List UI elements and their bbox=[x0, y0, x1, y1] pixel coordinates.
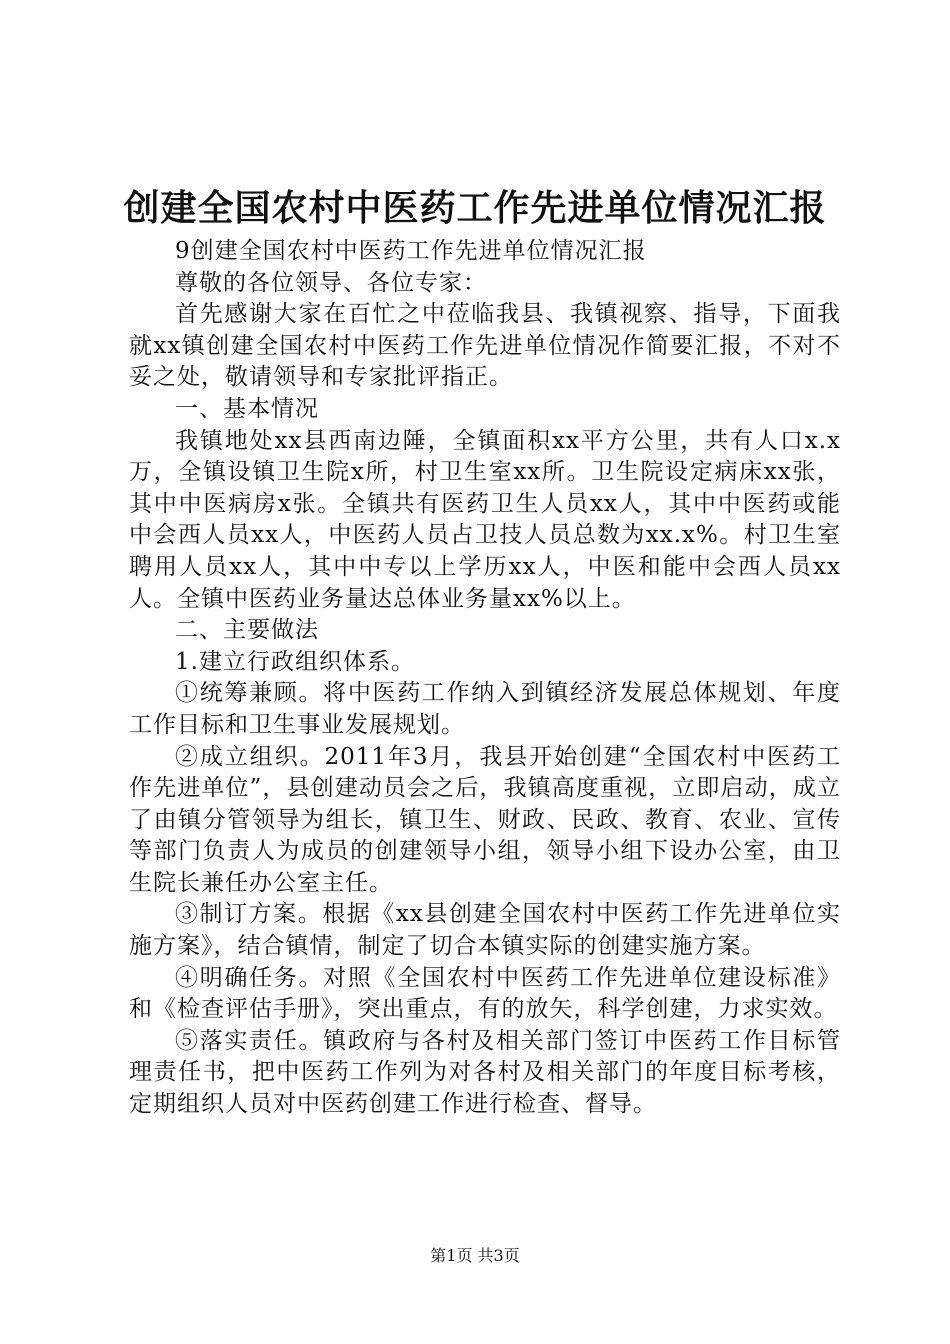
list-item-2: ②成立组织。2011年3月，我县开始创建“全国农村中医药工作先进单位”，县创建动员会之后，我镇高度重视，立即启动，成立了由镇分管领导为组长，镇卫生、财政、民政、教育、农业、宣传等部门负责人为成员的创建领导小组，领导小组下设办公室，由卫生院长兼任办公室主任。 bbox=[129, 743, 841, 896]
list-item-4: ④明确任务。对照《全国农村中医药工作先进单位建设标准》和《检查评估手册》，突出重点，有的放矢，科学创建，力求实效。 bbox=[129, 964, 841, 1023]
list-item-5: ⑤落实责任。镇政府与各村及相关部门签订中医药工作目标管理责任书，把中医药工作列为对各村及相关部门的年度目标考核，定期组织人员对中医药创建工作进行检查、督导。 bbox=[129, 1027, 841, 1118]
paragraph-intro: 首先感谢大家在百忙之中莅临我县、我镇视察、指导，下面我就xx镇创建全国农村中医药工作先进单位情况作简要汇报，不对不妥之处，敬请领导和专家批评指正。 bbox=[129, 301, 841, 391]
list-item-3: ③制订方案。根据《xx县创建全国农村中医药工作先进单位实施方案》，结合镇情，制定了切合本镇实际的创建实施方案。 bbox=[129, 901, 841, 960]
list-item-1: ①统筹兼顾。将中医药工作纳入到镇经济发展总体规划、年度工作目标和卫生事业发展规划。 bbox=[129, 680, 841, 738]
document-body bbox=[129, 236, 841, 1121]
paragraph-basic-situation: 我镇地处xx县西南边陲，全镇面积xx平方公里，共有人口x.x万，全镇设镇卫生院x所，村卫生室xx所。卫生院设定病床xx张，其中中医病房x张。全镇共有医药卫生人员xx人，其中中医药或能中会西人员xx人，中医药人员占卫技人员总数为xx.x%。村卫生室聘用人员xx人，其中中专以上学历xx人，中医和能中会西人员xx人。全镇中医药业务量达总体业务量xx%以上。 bbox=[129, 427, 841, 612]
subheading-admin-system: 1.建立行政组织体系。 bbox=[175, 648, 415, 675]
paragraph-salutation: 尊敬的各位领导、各位专家： bbox=[175, 269, 487, 296]
section-heading-basic-situation: 一、基本情况 bbox=[175, 395, 319, 422]
paragraph-subtitle: 9创建全国农村中医药工作先进单位情况汇报 bbox=[175, 238, 647, 264]
page-footer: 第1页 共3页 bbox=[430, 1246, 520, 1265]
section-heading-main-practices: 二、主要做法 bbox=[175, 617, 319, 644]
document-title: 创建全国农村中医药工作先进单位情况汇报 bbox=[123, 187, 827, 229]
